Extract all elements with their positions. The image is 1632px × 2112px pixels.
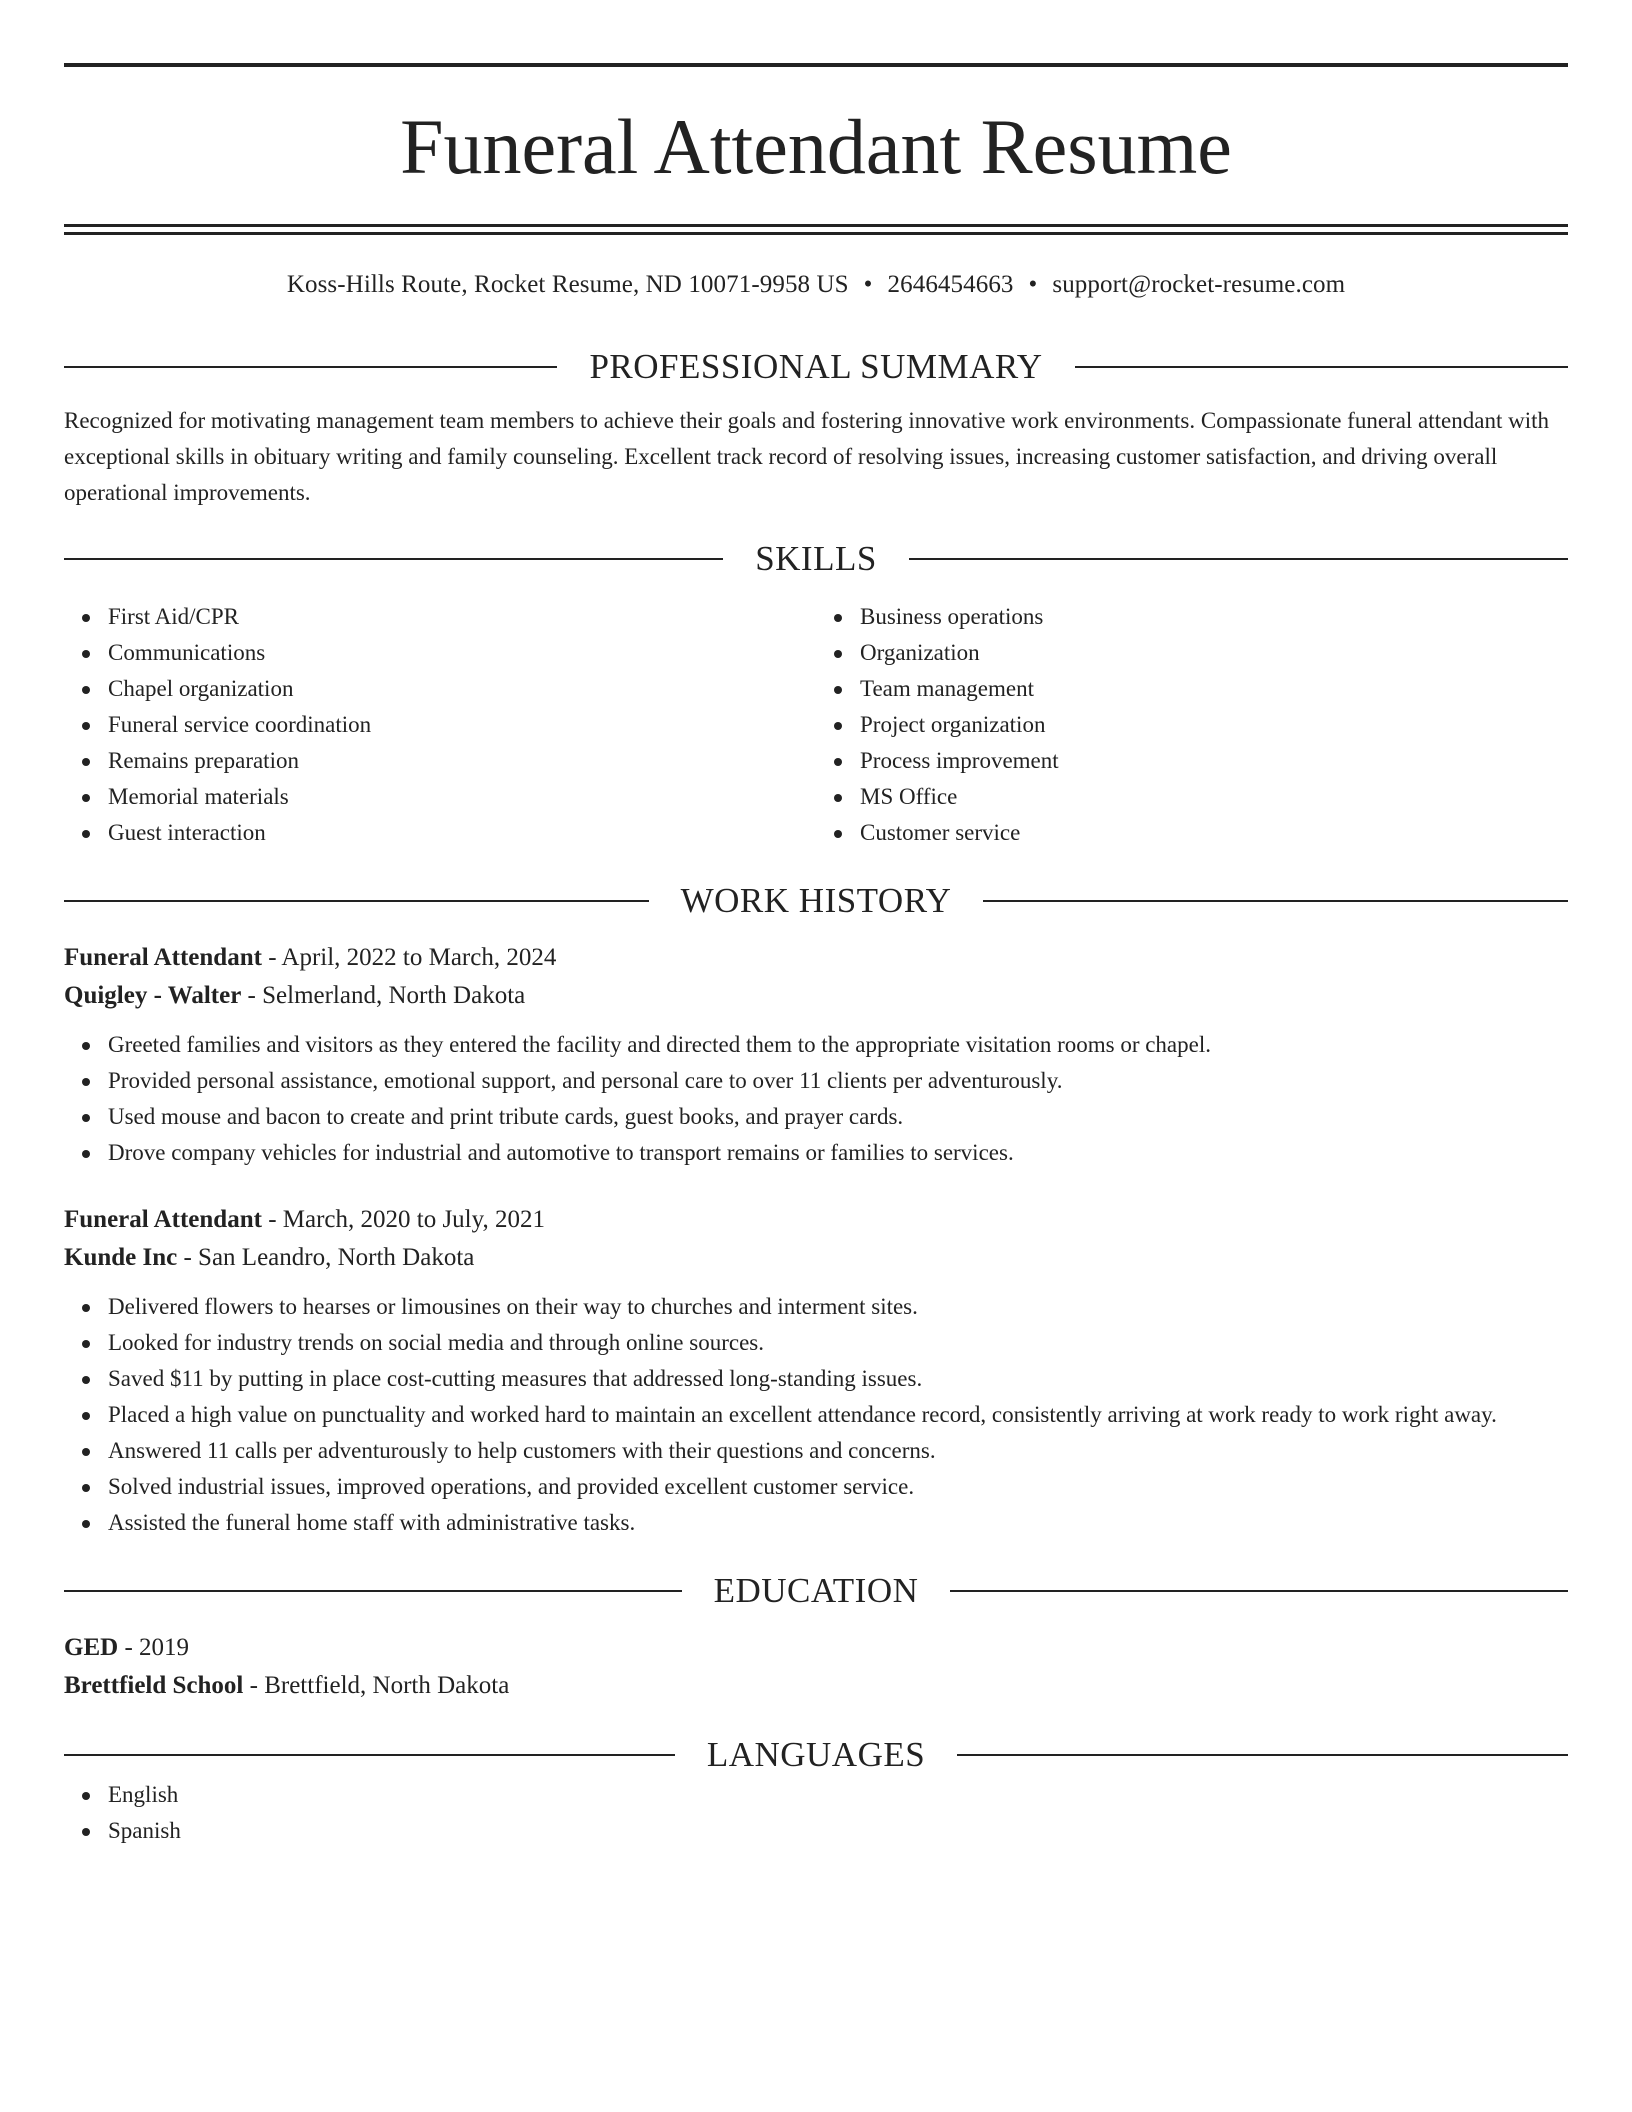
- education-location: - Brettfield, North Dakota: [243, 1672, 510, 1699]
- job-location: - San Leandro, North Dakota: [177, 1244, 475, 1271]
- education-entry: [64, 1629, 1568, 1705]
- job-duty: Solved industrial issues, improved operations, and provided excellent customer service.: [108, 1469, 1568, 1505]
- job-duty: Assisted the funeral home staff with administrative tasks.: [108, 1505, 1568, 1541]
- section-title: WORK HISTORY: [680, 881, 952, 920]
- job-company-line: [64, 1239, 1568, 1277]
- job-dates: - March, 2020 to July, 2021: [261, 1206, 546, 1233]
- section-heading-work: [64, 879, 1568, 923]
- job-title: Funeral Attendant: [64, 944, 262, 971]
- skill-item: Memorial materials: [108, 779, 816, 815]
- summary-text: Recognized for motivating management team members to achieve their goals and fostering innovative work environments. Compassionate funeral attendant with exceptional skills in obituary writing and family counseling. Excellent track record of resolving issues, increasing customer satisfaction, and driving overall operational improvements.: [64, 408, 1549, 505]
- job-duty: Answered 11 calls per adventurously to help customers with their questions and concerns.: [108, 1433, 1568, 1469]
- job-duty: Placed a high value on punctuality and worked hard to maintain an excellent attendance record, consistently arriving at work ready to work right away.: [108, 1397, 1568, 1433]
- education-school-line: [64, 1667, 1568, 1705]
- job-title: Funeral Attendant: [64, 1206, 262, 1233]
- section-title: EDUCATION: [713, 1571, 919, 1610]
- job-dates: - April, 2022 to March, 2024: [261, 944, 557, 971]
- job-title-line: [64, 1201, 1568, 1239]
- language-item: English: [108, 1777, 1568, 1813]
- contact-separator: •: [1028, 271, 1038, 298]
- section-title: LANGUAGES: [706, 1735, 926, 1774]
- job-duty: Drove company vehicles for industrial and automotive to transport remains or families to services.: [108, 1135, 1568, 1171]
- skill-item: Chapel organization: [108, 671, 816, 707]
- education-degree: GED: [64, 1634, 119, 1661]
- skill-item: Funeral service coordination: [108, 707, 816, 743]
- job-entry: [64, 1201, 1568, 1541]
- section-heading-summary: [64, 345, 1568, 389]
- languages-list: [64, 1777, 1568, 1849]
- divider: [983, 900, 1568, 902]
- contact-phone: 2646454663: [887, 271, 1014, 298]
- section-heading-education: [64, 1569, 1568, 1613]
- skill-item: MS Office: [860, 779, 1568, 815]
- language-item: Spanish: [108, 1813, 1568, 1849]
- skill-item: Team management: [860, 671, 1568, 707]
- job-duty: Provided personal assistance, emotional support, and personal care to over 11 clients per adventurously.: [108, 1063, 1568, 1099]
- contact-separator: •: [863, 271, 873, 298]
- section-title: SKILLS: [755, 539, 877, 578]
- top-rule: [64, 63, 1568, 67]
- title-double-rule: [64, 224, 1568, 235]
- divider: [64, 1754, 675, 1756]
- skill-item: Organization: [860, 635, 1568, 671]
- skill-item: Remains preparation: [108, 743, 816, 779]
- section-title: PROFESSIONAL SUMMARY: [589, 347, 1043, 386]
- job-duty: Greeted families and visitors as they entered the facility and directed them to the appropriate visitation rooms or chapel.: [108, 1027, 1568, 1063]
- resume-title: Funeral Attendant Resume: [400, 103, 1232, 190]
- education-school: Brettfield School: [64, 1672, 244, 1699]
- job-duty: Used mouse and bacon to create and print tribute cards, guest books, and prayer cards.: [108, 1099, 1568, 1135]
- skills-column-left: [64, 599, 816, 851]
- skill-item: Project organization: [860, 707, 1568, 743]
- job-duties: [64, 1289, 1568, 1541]
- skills-list: [64, 599, 1568, 851]
- section-heading-languages: [64, 1733, 1568, 1777]
- contact-line: [64, 269, 1568, 301]
- job-entry: [64, 939, 1568, 1171]
- skill-item: Business operations: [860, 599, 1568, 635]
- skills-column-right: [816, 599, 1568, 851]
- divider: [64, 900, 649, 902]
- job-company-line: [64, 977, 1568, 1015]
- education-degree-line: [64, 1629, 1568, 1667]
- skill-item: First Aid/CPR: [108, 599, 816, 635]
- skill-item: Process improvement: [860, 743, 1568, 779]
- section-heading-skills: [64, 537, 1568, 581]
- skill-item: Customer service: [860, 815, 1568, 851]
- divider: [909, 558, 1568, 560]
- job-duties: [64, 1027, 1568, 1171]
- job-title-line: [64, 939, 1568, 977]
- contact-email: support@rocket-resume.com: [1052, 271, 1346, 298]
- skill-item: Communications: [108, 635, 816, 671]
- job-duty: Delivered flowers to hearses or limousines on their way to churches and interment sites.: [108, 1289, 1568, 1325]
- job-company: Quigley - Walter: [64, 982, 242, 1009]
- divider: [1075, 366, 1568, 368]
- contact-address: Koss-Hills Route, Rocket Resume, ND 10071-9958 US: [286, 271, 849, 298]
- divider: [64, 1590, 682, 1592]
- job-company: Kunde Inc: [64, 1244, 178, 1271]
- divider: [957, 1754, 1568, 1756]
- job-location: - Selmerland, North Dakota: [241, 982, 526, 1009]
- skill-item: Guest interaction: [108, 815, 816, 851]
- job-duty: Looked for industry trends on social media and through online sources.: [108, 1325, 1568, 1361]
- divider: [64, 366, 557, 368]
- job-duty: Saved $11 by putting in place cost-cutting measures that addressed long-standing issues.: [108, 1361, 1568, 1397]
- divider: [950, 1590, 1568, 1592]
- education-year: - 2019: [118, 1634, 190, 1661]
- divider: [64, 558, 723, 560]
